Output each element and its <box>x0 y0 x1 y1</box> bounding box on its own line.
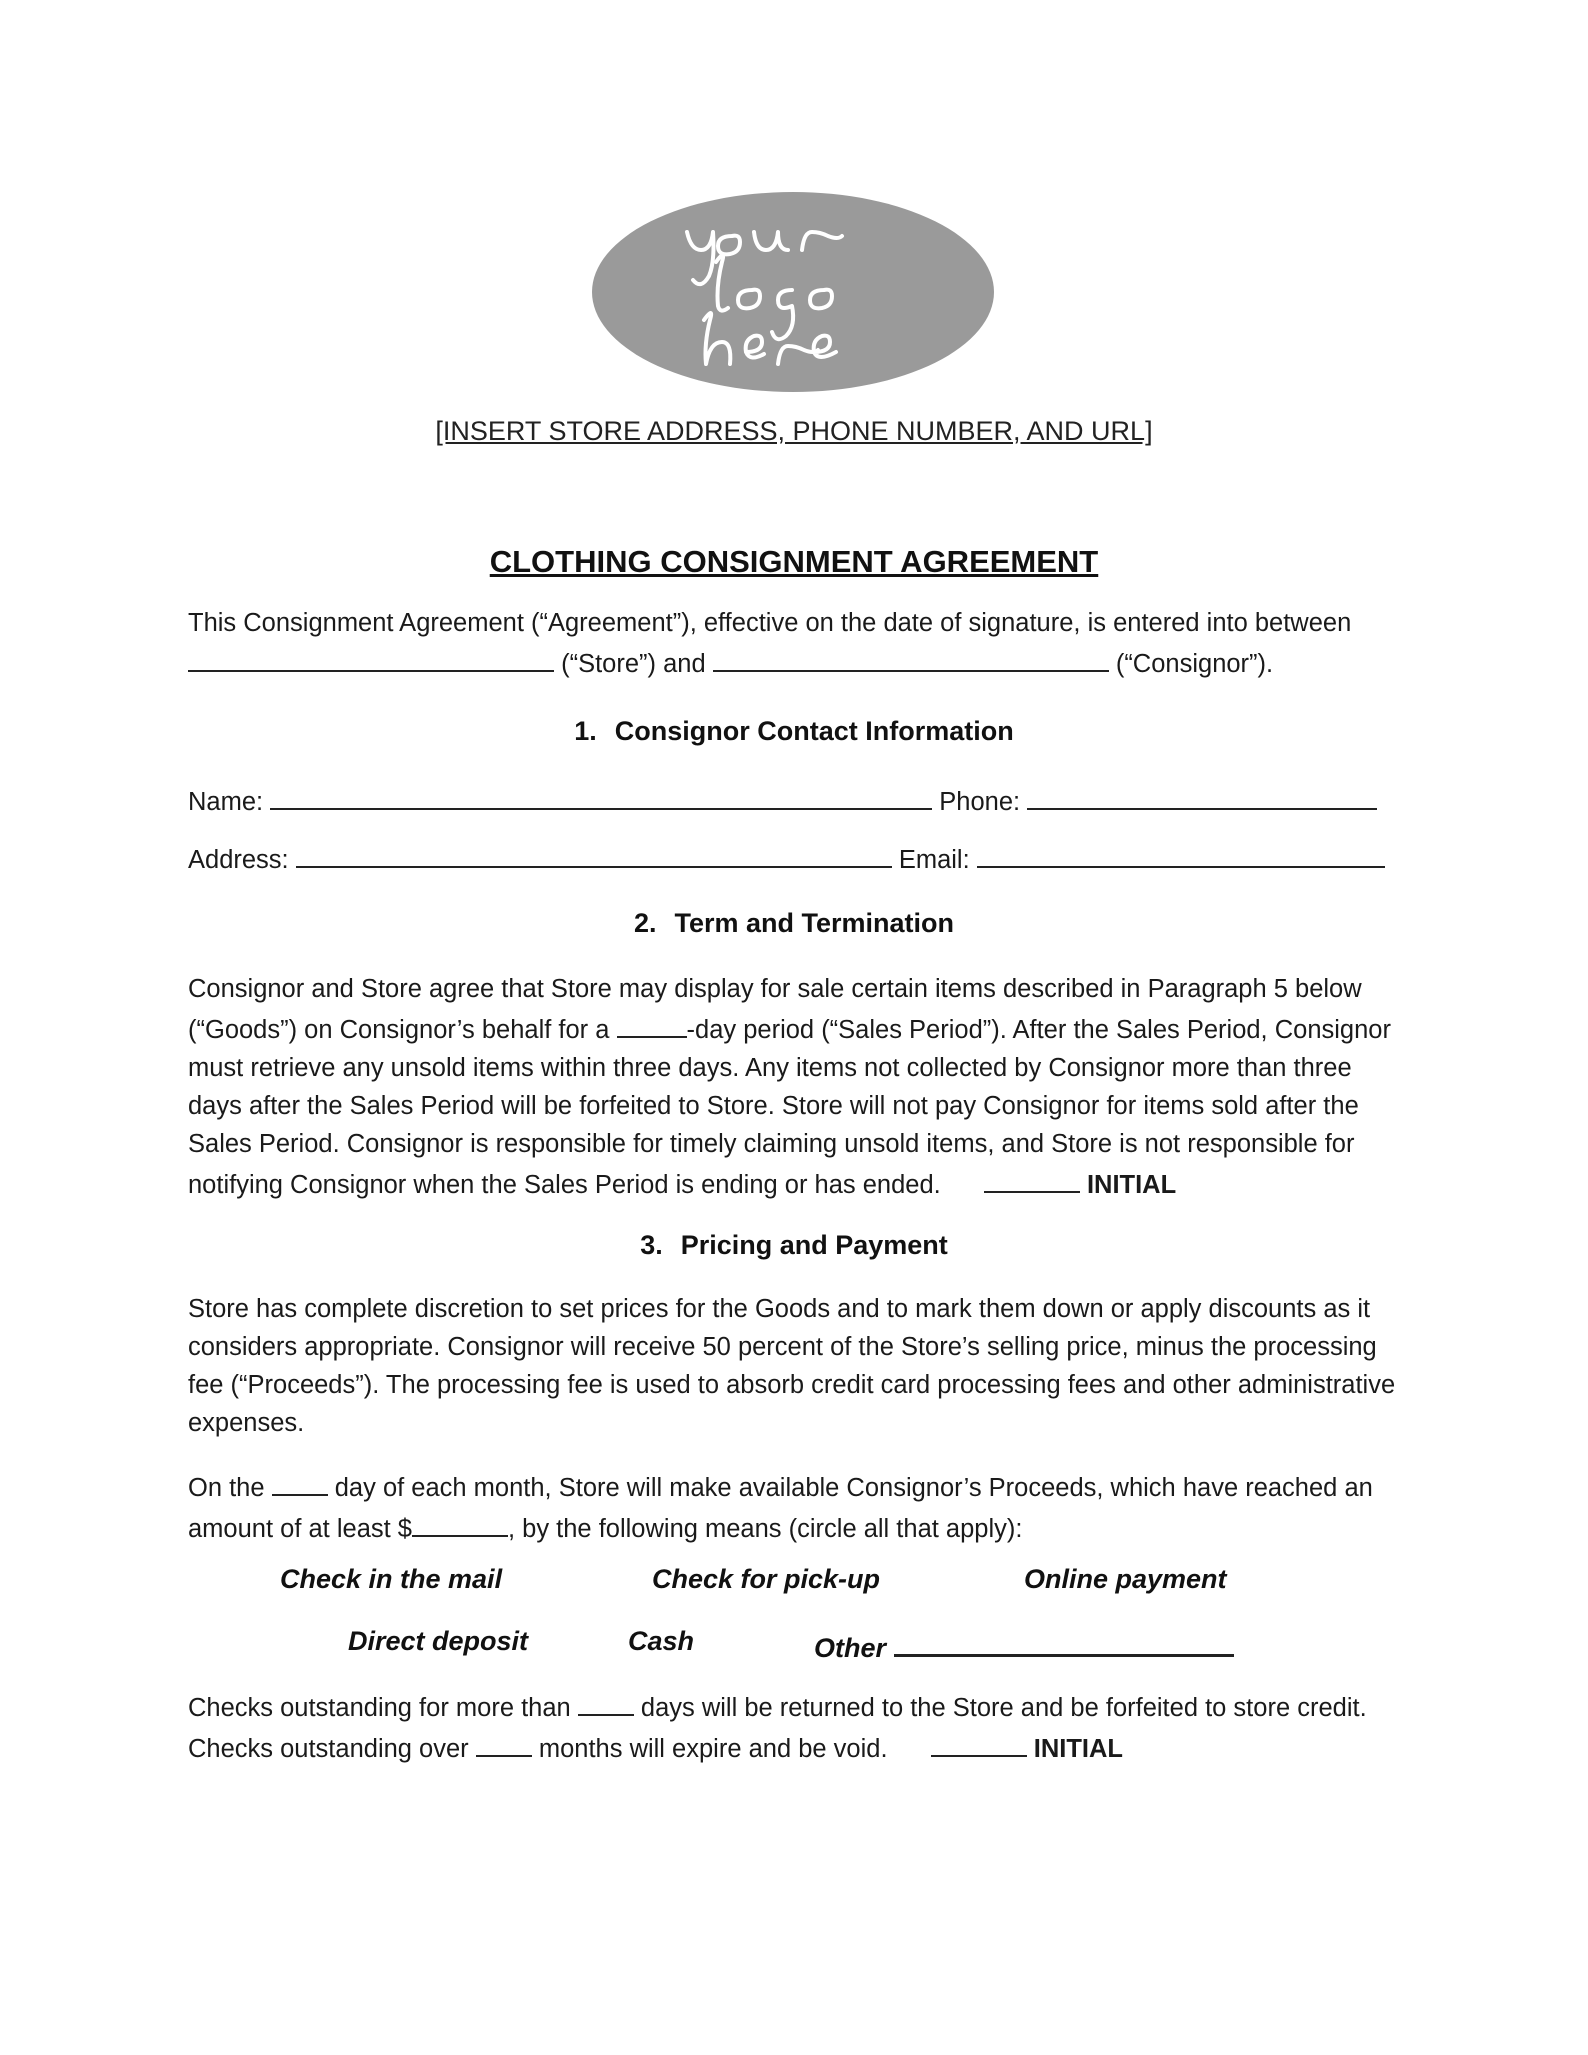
section-3-title: Pricing and Payment <box>680 1230 948 1260</box>
term-initial-label: INITIAL <box>1086 1171 1177 1199</box>
option-check-in-mail[interactable]: Check in the mail <box>280 1564 503 1594</box>
option-direct-deposit[interactable]: Direct deposit <box>348 1626 529 1656</box>
email-field[interactable] <box>977 838 1385 868</box>
option-check-for-pickup[interactable]: Check for pick-up <box>652 1564 881 1594</box>
section-1-number: 1. <box>574 716 597 746</box>
consignor-name-blank[interactable] <box>713 642 1109 672</box>
name-phone-row <box>188 780 1412 817</box>
logo-script-graphic <box>592 192 994 392</box>
payment-schedule-paragraph <box>188 1466 1412 1548</box>
term-initial <box>984 1171 1176 1199</box>
option-cash[interactable]: Cash <box>628 1626 695 1656</box>
store-name-blank[interactable] <box>188 642 554 672</box>
checks-outstanding-paragraph <box>188 1686 1412 1768</box>
checks-text-c: months will expire and be void. <box>538 1735 888 1763</box>
option-online-payment[interactable]: Online payment <box>1024 1564 1227 1594</box>
checks-months-blank[interactable] <box>476 1727 532 1757</box>
intro-paragraph <box>188 604 1412 683</box>
payment-text-a: On the <box>188 1474 265 1502</box>
payment-initial <box>931 1735 1123 1763</box>
payment-text-b: day of each month, Store will make available Consignor’s Proceeds, which have reached an amount of at least $ <box>188 1474 1373 1543</box>
minimum-amount-blank[interactable] <box>412 1507 508 1537</box>
sales-period-days-blank[interactable] <box>617 1008 687 1038</box>
section-3-number: 3. <box>640 1230 663 1260</box>
address-field[interactable] <box>296 838 892 868</box>
term-initial-blank[interactable] <box>984 1163 1080 1193</box>
checks-days-blank[interactable] <box>578 1686 634 1716</box>
other-method-blank[interactable] <box>894 1626 1234 1657</box>
name-label: Name: <box>188 788 264 816</box>
section-2-heading <box>0 908 1588 939</box>
section-2-number: 2. <box>633 908 657 938</box>
term-text-a: Consignor and Store agree that Store may display for sale certain items described in Paragraph 5 below (“Goods”) on Consignor’s behalf for a <box>188 975 1362 1044</box>
pricing-paragraph: Store has complete discretion to set prices for the Goods and to mark them down or apply discounts as it considers appropriate. Consignor will receive 50 percent of the Store’s selling price, minus the processing fee (“Proceeds”). The processing fee is used to absorb credit card processing fees and other administrative expenses. <box>188 1295 1396 1437</box>
payment-initial-blank[interactable] <box>931 1727 1027 1757</box>
phone-label: Phone: <box>939 788 1021 816</box>
checks-text-a: Checks outstanding for more than <box>188 1694 571 1722</box>
document-title: CLOTHING CONSIGNMENT AGREEMENT <box>489 544 1099 579</box>
section-3-heading <box>0 1230 1588 1261</box>
logo-placeholder <box>592 192 994 392</box>
payment-day-blank[interactable] <box>272 1466 328 1496</box>
email-label: Email: <box>898 846 970 874</box>
store-tag: (“Store”) and <box>561 650 706 678</box>
payment-text-c: , by the following means (circle all that apply): <box>507 1515 1023 1543</box>
payment-initial-label: INITIAL <box>1033 1735 1123 1763</box>
term-paragraph <box>188 970 1412 1204</box>
term-text-b: -day period (“Sales Period”). After the Sales Period, Consignor must retrieve any unsold items within three days. Any items not collected by Consignor more than three days after the Sales Period will be forfeited to Store. Store will not pay Consignor for items sold after the Sales Period. Consignor is responsible for timely claiming unsold items, and Store is not responsible for notifying Consignor when the Sales Period is ending or has ended. <box>188 1016 1391 1199</box>
option-other-label: Other <box>814 1633 887 1663</box>
phone-field[interactable] <box>1027 780 1377 810</box>
consignor-tag: (“Consignor”). <box>1115 650 1274 678</box>
intro-text: This Consignment Agreement (“Agreement”), effective on the date of signature, is entered into between <box>188 609 1352 637</box>
address-email-row <box>188 838 1412 875</box>
name-field[interactable] <box>270 780 932 810</box>
checks-text-b: days will be returned to the Store and be forfeited to store credit. Checks outstanding over <box>188 1694 1367 1763</box>
address-label: Address: <box>188 846 289 874</box>
section-1-heading <box>0 716 1588 747</box>
section-1-title: Consignor Contact Information <box>614 716 1014 746</box>
option-other[interactable] <box>814 1626 1234 1664</box>
store-address-placeholder: [INSERT STORE ADDRESS, PHONE NUMBER, AND URL] <box>435 416 1153 446</box>
section-2-title: Term and Termination <box>674 908 955 938</box>
